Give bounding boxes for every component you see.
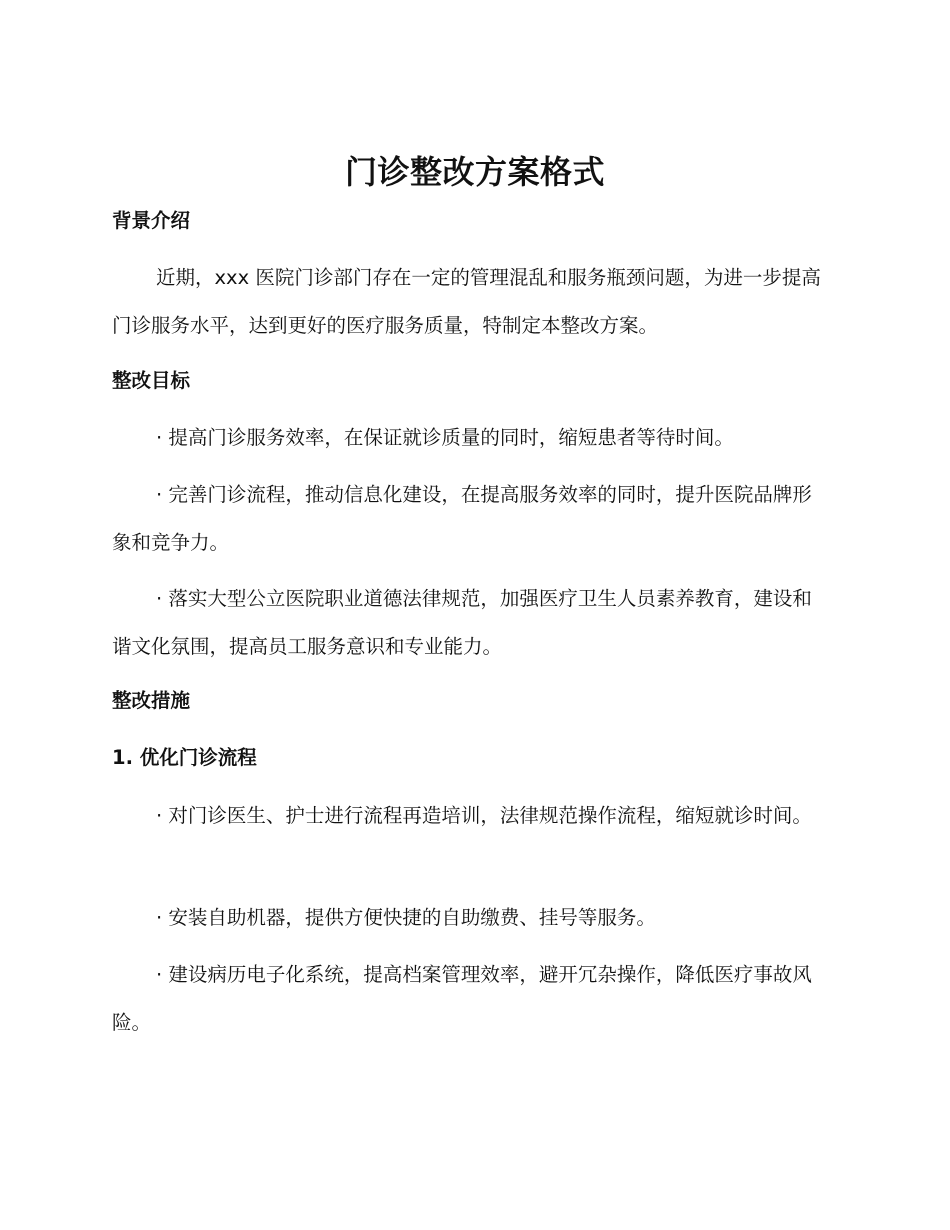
measure-item-2: · 安装自助机器，提供方便快捷的自助缴费、挂号等服务。 — [156, 906, 656, 929]
measure-item-3: · 建设病历电子化系统，提高档案管理效率，避开冗杂操作，降低医疗事故风险。 — [112, 963, 812, 1034]
section-heading-background: 背景介绍 — [112, 209, 191, 232]
goal-item-3: · 落实大型公立医院职业道德法律规范，加强医疗卫生人员素养教育，建设和谐文化氛围，提高员工服务意识和专业能力。 — [112, 587, 812, 658]
document-title: 门诊整改方案格式 — [344, 153, 605, 191]
goal-item-2: · 完善门诊流程，推动信息化建设，在提高服务效率的同时，提升医院品牌形象和竞争力。 — [112, 483, 812, 554]
measure-item-1: · 对门诊医生、护士进行流程再造培训，法律规范操作流程，缩短就诊时间。 — [156, 804, 812, 827]
section-heading-goals: 整改目标 — [112, 369, 191, 392]
background-paragraph: 近期，xxx 医院门诊部门存在一定的管理混乱和服务瓶颈问题，为进一步提高门诊服务水平，达到更好的医疗服务质量，特制定本整改方案。 — [112, 266, 821, 337]
section-heading-measures: 整改措施 — [112, 689, 191, 712]
subheading-optimize-process: 1. 优化门诊流程 — [112, 746, 257, 769]
goal-item-1: · 提高门诊服务效率，在保证就诊质量的同时，缩短患者等待时间。 — [156, 426, 734, 449]
